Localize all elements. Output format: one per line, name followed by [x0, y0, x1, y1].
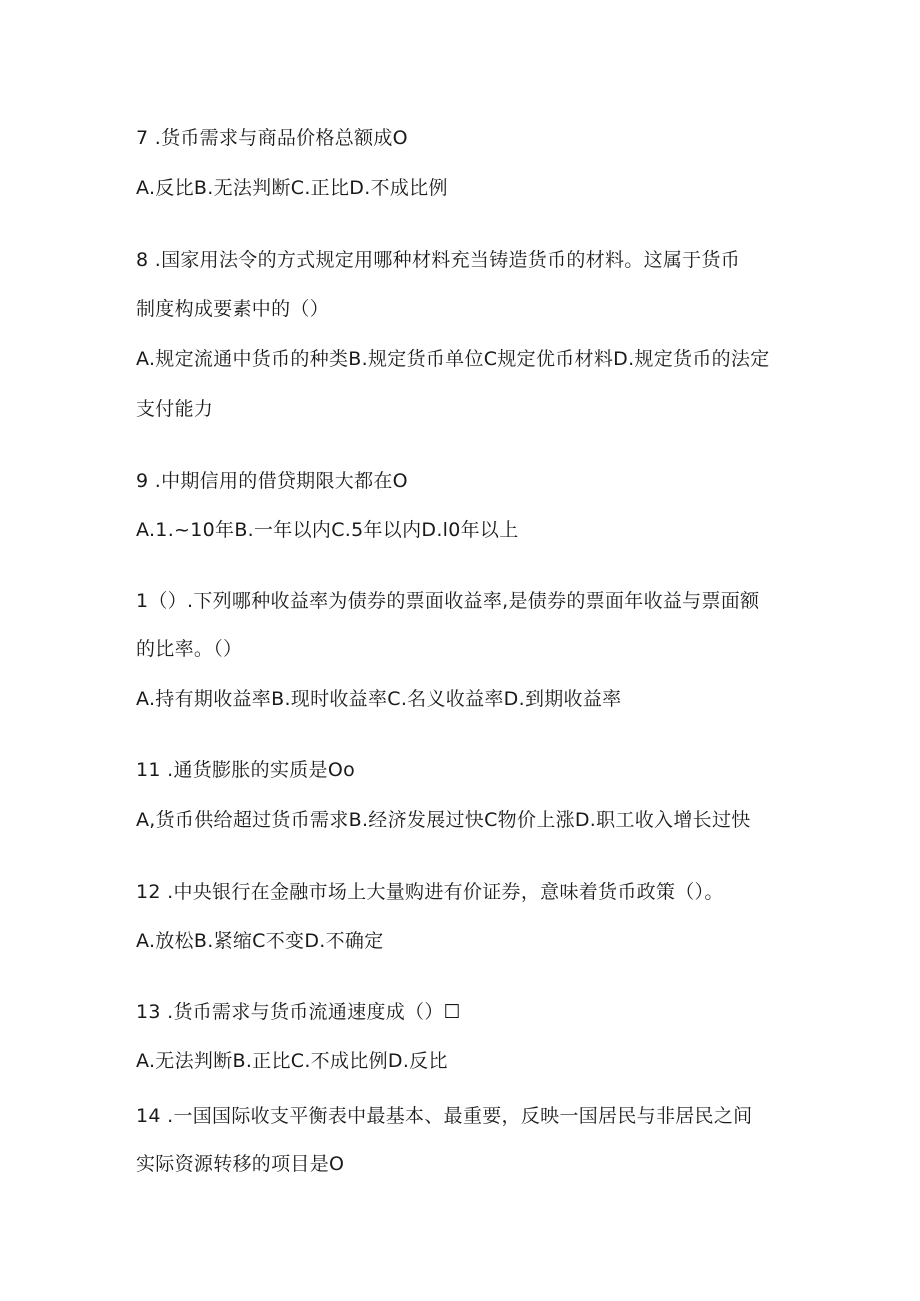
question-8-options-line-1: A.规定流通中货币的种类B.规定货币单位C规定优币材料D.规定货币的法定 [136, 348, 770, 370]
question-14-stem-line-1: 14 .一国国际收支平衡表中最基本、最重要，反映一国居民与非居民之间 [136, 1105, 753, 1127]
question-11-options: A,货币供给超过货币需求B.经济发展过快C物价上涨D.职工收入增长过快 [136, 809, 751, 831]
question-9-options: A.1.~10年B.一年以内C.5年以内D.l0年以上 [136, 519, 519, 541]
question-10-stem-line-2: 的比率。（） [136, 638, 243, 660]
question-10-options: A.持有期收益率B.现时收益率C.名义收益率D.到期收益率 [136, 688, 622, 710]
question-8-options-line-2: 支付能力 [136, 398, 214, 420]
question-12-options: A.放松B.紧缩C不变D.不确定 [136, 930, 384, 952]
question-11-stem: 11 .通货膨胀的实质是Oo [136, 759, 356, 781]
question-14-stem-line-2: 实际资源转移的项目是O [136, 1153, 345, 1175]
question-10-stem-line-1: 1（）.下列哪种收益率为债券的票面收益率,是债券的票面年收益与票面额 [136, 590, 760, 612]
question-8-stem-line-1: 8 .国家用法令的方式规定用哪种材料充当铸造货币的材料。这属于货币 [136, 249, 741, 271]
question-12-stem: 12 .中央银行在金融市场上大量购进有价证券，意味着货币政策（）。 [136, 881, 724, 903]
question-8-stem-line-2: 制度构成要素中的（） [136, 298, 330, 320]
question-7-options: A.反比B.无法判断C.正比D.不成比例 [136, 177, 448, 199]
question-13-options: A.无法判断B.正比C.不成比例D.反比 [136, 1050, 448, 1072]
question-13-stem: 13 .货币需求与货币流通速度成（）☐ [136, 1001, 461, 1023]
question-9-stem: 9 .中期信用的借贷期限大都在O [136, 470, 408, 492]
question-7-stem: 7 .货币需求与商品价格总额成O [136, 127, 408, 149]
